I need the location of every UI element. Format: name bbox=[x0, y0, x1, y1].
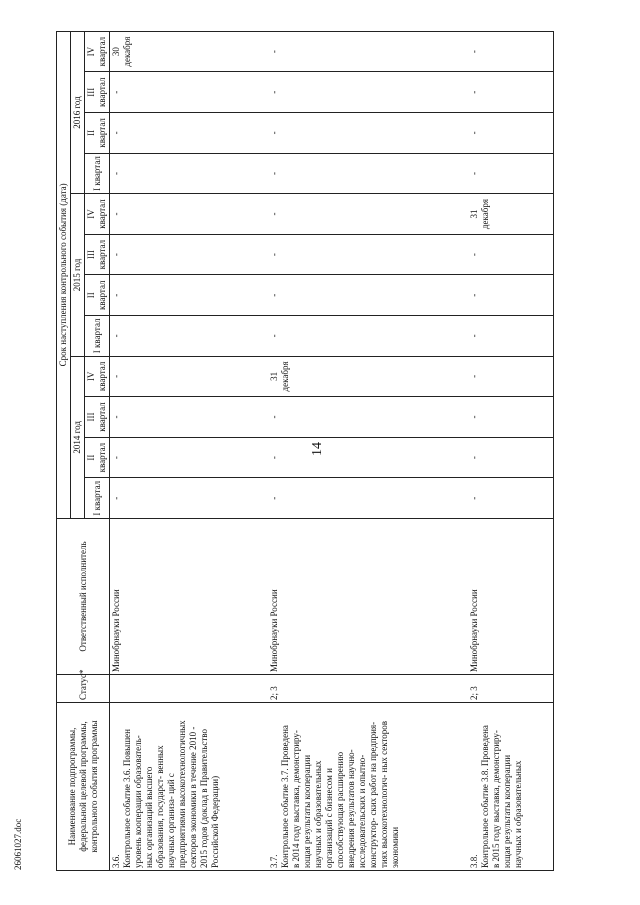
quarter-cell: - bbox=[468, 437, 554, 478]
quarter-cell: - bbox=[268, 113, 468, 154]
quarter-cell: - bbox=[468, 478, 554, 519]
quarter-cell: - bbox=[268, 31, 468, 72]
table-row bbox=[268, 31, 468, 870]
quarter-cell: 30 декабря bbox=[110, 31, 268, 72]
quarter-cell: - bbox=[468, 153, 554, 194]
header-status: Статус* bbox=[57, 675, 110, 703]
header-quarter: II квартал bbox=[85, 437, 110, 478]
row-name: Контрольное событие 3.8. Проведена в 2015 году выставка, демонстриру- ющая результаты кооперации научных и образовательных bbox=[479, 725, 523, 868]
document-id: 26061027.doc bbox=[13, 818, 23, 870]
header-quarter: III квартал bbox=[85, 397, 110, 438]
quarter-cell: - bbox=[268, 234, 468, 275]
header-quarter: III квартал bbox=[85, 72, 110, 113]
quarter-cell: 31 декабря bbox=[468, 194, 554, 235]
quarter-cell: - bbox=[110, 113, 268, 154]
quarter-cell: 31 декабря bbox=[268, 356, 468, 397]
row-responsible: Минобрнауки России bbox=[110, 519, 268, 675]
header-name: Наименование подпрограммы, федеральной целевой программы, контрольного события программы bbox=[57, 703, 110, 871]
quarter-cell: - bbox=[110, 437, 268, 478]
row-number: 3.8. bbox=[468, 854, 479, 868]
quarter-cell: - bbox=[468, 113, 554, 154]
quarter-cell: - bbox=[110, 194, 268, 235]
quarter-cell: - bbox=[268, 478, 468, 519]
row-status: 2; 3 bbox=[468, 675, 554, 703]
row-status bbox=[110, 675, 268, 703]
quarter-cell: - bbox=[268, 437, 468, 478]
header-responsible: Ответственный исполнитель bbox=[57, 519, 110, 675]
rotated-table-container bbox=[56, 31, 616, 871]
header-quarter: IV квартал bbox=[85, 356, 110, 397]
quarter-cell: - bbox=[468, 72, 554, 113]
row-name: Контрольное событие 3.7. Проведена в 2014 году выставка, демонстриру- ющая результаты кооперации научных и образовательных организаций с бизнесом и способствующая расширению внедрения результатов научно- исследовательских и опытно-конструктор- ских работ на предприя- тиях высокотехнологич- ных секторов экономики bbox=[279, 720, 400, 868]
quarter-cell: - bbox=[468, 316, 554, 357]
row-number: 3.7. bbox=[268, 854, 279, 868]
header-year-2015: 2015 год bbox=[71, 194, 85, 356]
quarter-cell: - bbox=[268, 72, 468, 113]
quarter-cell: - bbox=[468, 275, 554, 316]
quarter-cell: - bbox=[110, 478, 268, 519]
header-quarter: II квартал bbox=[85, 113, 110, 154]
quarter-cell: - bbox=[110, 275, 268, 316]
header-year-2014: 2014 год bbox=[71, 356, 85, 518]
quarter-cell: - bbox=[268, 275, 468, 316]
header-quarter: II квартал bbox=[85, 275, 110, 316]
quarter-cell: - bbox=[110, 316, 268, 357]
header-quarter: IV квартал bbox=[85, 194, 110, 235]
table-row bbox=[110, 31, 268, 870]
header-year-2016: 2016 год bbox=[71, 31, 85, 194]
row-responsible: Минобрнауки России bbox=[468, 519, 554, 675]
row-name: Контрольное событие 3.6. Повышен уровень кооперации образователь- ных организаций высшего образования, государст- венных научных организа- ций с предприятиями высокотехнологичных секторов экономики в течение 2010 - 2015 годов (доклад в Правительство Российской Федерации) bbox=[122, 720, 220, 868]
control-events-table bbox=[56, 31, 554, 871]
row-responsible: Минобрнауки России bbox=[268, 519, 468, 675]
quarter-cell: - bbox=[110, 72, 268, 113]
quarter-cell: - bbox=[468, 31, 554, 72]
quarter-cell: - bbox=[268, 316, 468, 357]
quarter-cell: - bbox=[110, 356, 268, 397]
quarter-cell: - bbox=[110, 397, 268, 438]
row-name-cell bbox=[468, 703, 554, 871]
header-quarter: IV квартал bbox=[85, 31, 110, 72]
header-quarter: I квартал bbox=[85, 478, 110, 519]
row-name-cell bbox=[110, 703, 268, 871]
header-quarter: I квартал bbox=[85, 153, 110, 194]
table-body bbox=[110, 31, 554, 870]
table-row bbox=[468, 31, 554, 870]
quarter-cell: - bbox=[268, 397, 468, 438]
quarter-cell: - bbox=[468, 234, 554, 275]
header-quarter: III квартал bbox=[85, 234, 110, 275]
row-number: 3.6. bbox=[111, 854, 121, 868]
quarter-cell: - bbox=[110, 234, 268, 275]
page-number: 14 bbox=[310, 442, 325, 456]
quarter-cell: - bbox=[268, 153, 468, 194]
quarter-cell: - bbox=[468, 397, 554, 438]
header-deadline: Срок наступления контрольного события (дата) bbox=[57, 31, 71, 518]
quarter-cell: - bbox=[268, 194, 468, 235]
row-status: 2; 3 bbox=[268, 675, 468, 703]
quarter-cell: - bbox=[110, 153, 268, 194]
quarter-cell: - bbox=[468, 356, 554, 397]
row-name-cell bbox=[268, 703, 468, 871]
header-quarter: I квартал bbox=[85, 316, 110, 357]
